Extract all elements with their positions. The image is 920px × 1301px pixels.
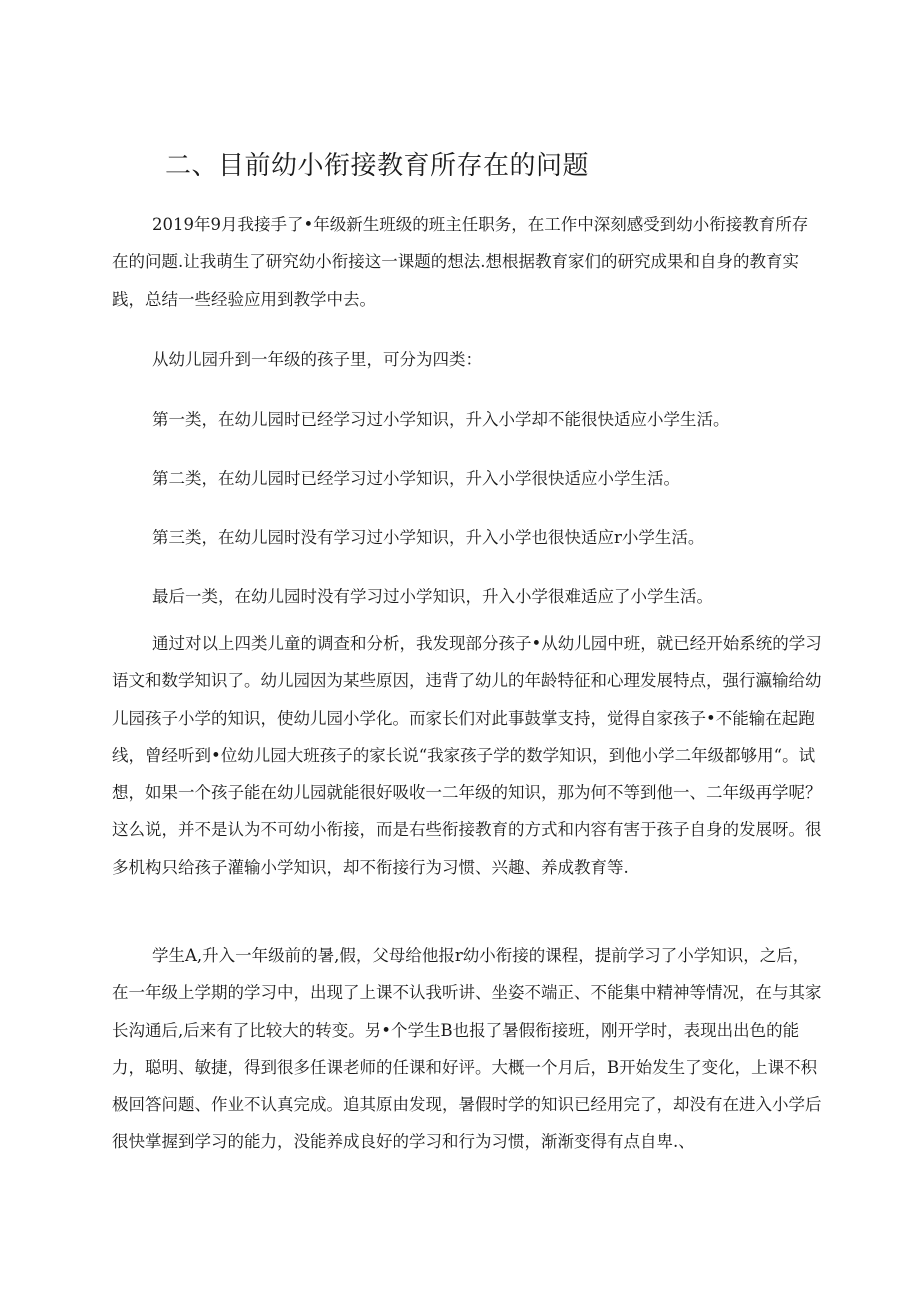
analysis-paragraph: 通过对以上四类儿童的调查和分析，我发现部分孩子•从幼儿园中班，就已经开始系统的学习语文和数学知识了。幼儿园因为某些原因，违背了幼儿的年龄特征和心理发展特点，强行瀛输给幼儿园孩子小学的知识，使幼儿园小学化。而家长们对此事鼓掌支持，觉得自家孩子•不能输在起跑线，曾经听到•位幼儿园大班孩子的家长说“我家孩子学的数学知识，到他小学二年级都够用“。试想，如果一个孩子能在幼儿园就能很好吸收一二年级的知识，那为何不等到他一、二年级再学呢？这么说，并不是认为不可幼小衔接，而是右些衔接教育的方式和内容有害于孩子自身的发展呀。很多机构只给孩子灌输小学知识，却不衔接行为习惯、兴趣、养成教育等.: [112, 634, 822, 877]
category-two-line: 第二类，在幼儿园时已经学习过小学知识，升入小学很快适应小学生活。: [152, 469, 680, 488]
cases-paragraph: 学生A,升入一年级前的暑,假，父母给他报r幼小衔接的课程，提前学习了小学知识，之后，在一年级上学期的学习中，出现了上课不认我听讲、坐姿不端正、不能集中精神等情况，在与其家长沟通后,后来有了比较大的转变。另•个学生B也报了暑假衔接班，刚开学时，表现出出色的能力，聪明、敏捷，得到很多任课老师的任课和好评。大概一个月后，B开始发生了变化，上课不积极回答问题、作业不认真完成。追其原由发现，暑假时学的知识已经用完了，却没有在进入小学后很快掌握到学习的能力，没能养成良好的学习和行为习惯，渐渐变得有点自卑.、: [112, 946, 822, 1152]
categories-intro-line: 从幼儿园升到一年级的孩子里，可分为四类：: [152, 350, 482, 369]
category-four-line: 最后一类，在幼儿园时没有学习过小学知识，升入小学很难适应了小学生活。: [152, 587, 713, 606]
category-three-line: 第三类，在幼儿园时没有学习过小学知识，升入小学也很快适应r小学生活。: [152, 528, 705, 547]
intro-paragraph: 2019年9月我接手了•年级新生班级的班主任职务，在工作中深刻感受到幼小衔接教育所存在的问题.让我萌生了研究幼小衔接这一课题的想法.想根据教育家们的研究成果和自身的教育实践，总结一些经验应用到教学中去。: [112, 215, 809, 309]
section-heading: 二、目前幼小衔接教育所存在的问题: [165, 151, 590, 181]
category-one-line: 第一类，在幼儿园时已经学习过小学知识，升入小学却不能很快适应小学生活。: [152, 410, 730, 429]
